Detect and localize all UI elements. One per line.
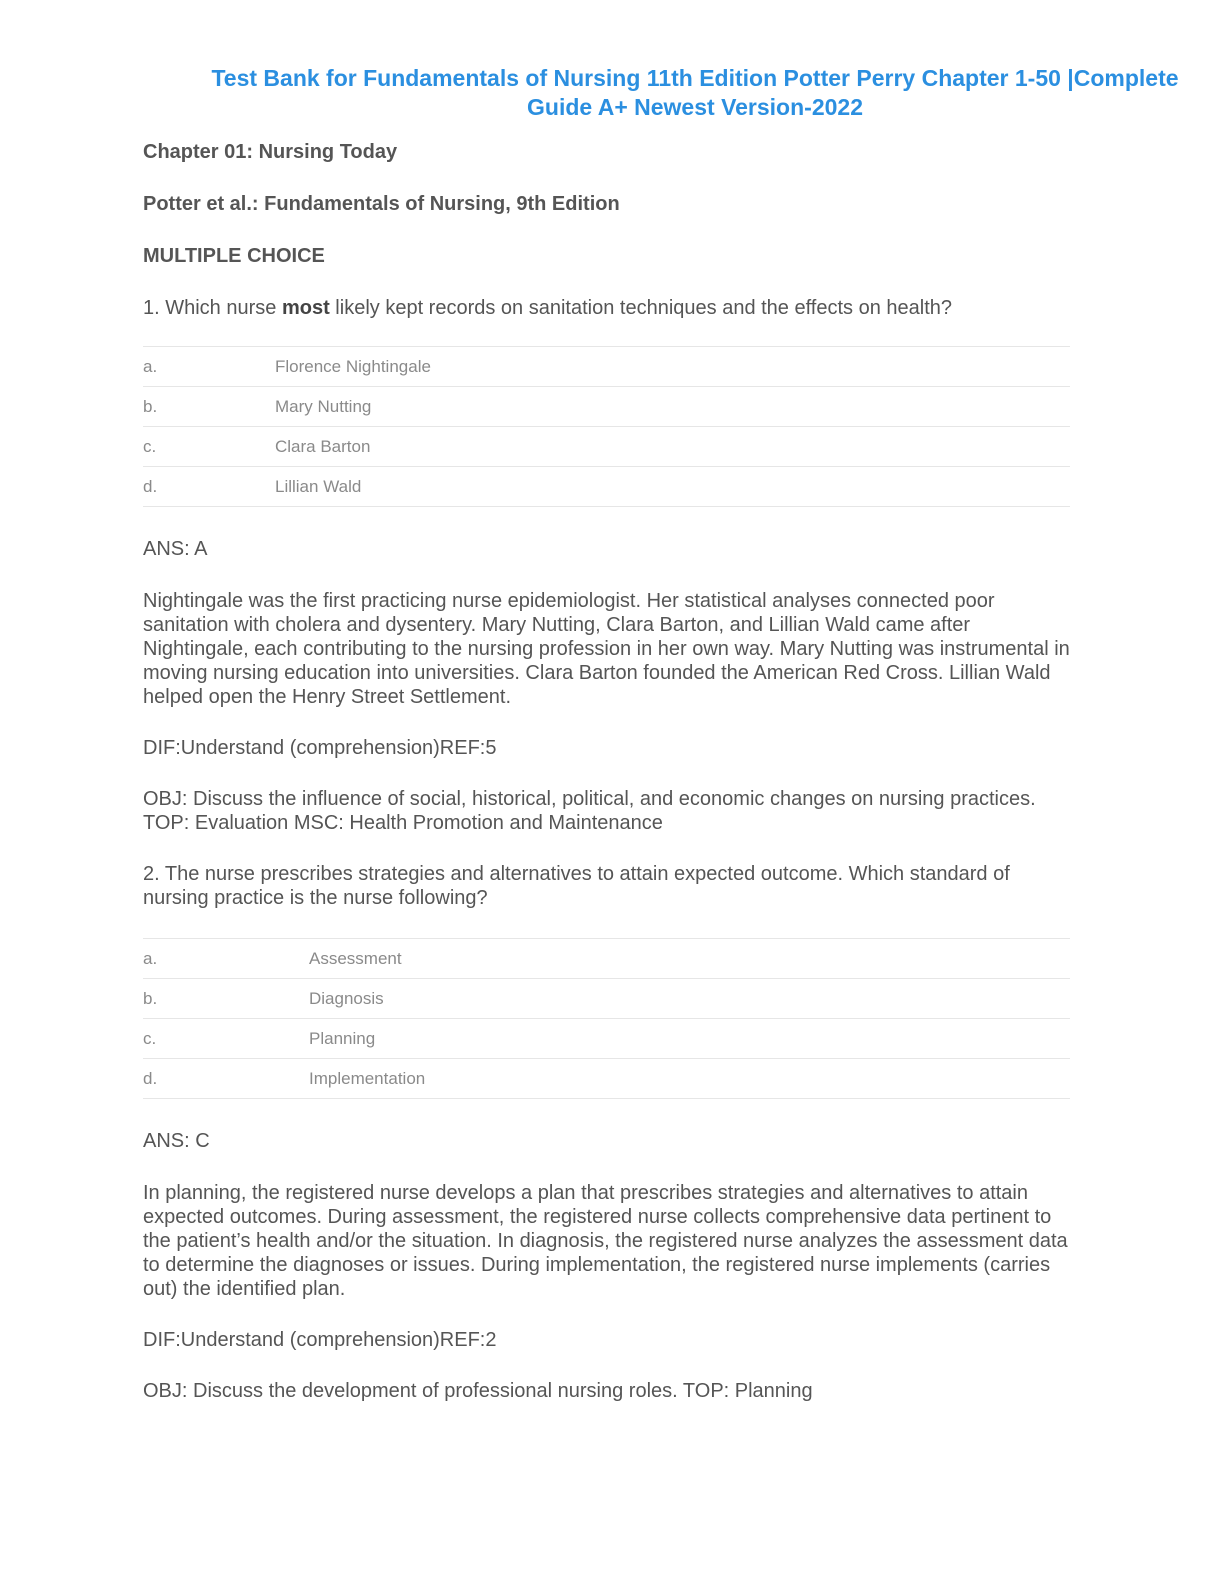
question-1-options: [143, 346, 1070, 507]
option-letter: b.: [143, 387, 275, 427]
chapter-heading: Chapter 01: Nursing Today: [143, 141, 398, 163]
question-1-text: [143, 296, 1071, 320]
option-text: Clara Barton: [275, 427, 1070, 467]
option-text: Implementation: [309, 1059, 1070, 1099]
option-letter: d.: [143, 1059, 309, 1099]
document-body: [143, 140, 1071, 1403]
option-text: Mary Nutting: [275, 387, 1070, 427]
question-1-prefix: 1. Which nurse: [143, 297, 282, 319]
question-2-difficulty: DIF:Understand (comprehension)REF:2: [143, 1329, 497, 1351]
option-row: [143, 387, 1070, 427]
question-2-objective: OBJ: Discuss the development of professional nursing roles. TOP: Planning: [143, 1380, 813, 1402]
question-1-objective: OBJ: Discuss the influence of social, historical, political, and economic changes on nursing practices. TOP: Evaluation MSC: Health Promotion and Maintenance: [143, 788, 1036, 834]
question-2-text: 2. The nurse prescribes strategies and alternatives to attain expected outcome. Which standard of nursing practice is the nurse following?: [143, 863, 1010, 909]
option-text: Diagnosis: [309, 979, 1070, 1019]
option-text: Assessment: [309, 939, 1070, 979]
option-row: [143, 467, 1070, 507]
option-row: [143, 979, 1070, 1019]
question-1-suffix: likely kept records on sanitation techniques and the effects on health?: [329, 297, 953, 319]
question-2-options: [143, 938, 1070, 1099]
question-1-answer: ANS: A: [143, 538, 208, 560]
option-text: Florence Nightingale: [275, 347, 1070, 387]
option-letter: a.: [143, 939, 309, 979]
option-row: [143, 1019, 1070, 1059]
option-letter: a.: [143, 347, 275, 387]
question-2-answer: ANS: C: [143, 1130, 210, 1152]
option-letter: b.: [143, 979, 309, 1019]
option-text: Lillian Wald: [275, 467, 1070, 507]
question-1-emphasis: most: [281, 297, 330, 319]
option-letter: d.: [143, 467, 275, 507]
option-row: [143, 347, 1070, 387]
option-text: Planning: [309, 1019, 1070, 1059]
document-title: Test Bank for Fundamentals of Nursing 11th Edition Potter Perry Chapter 1-50 |Complete Guide A+ Newest Version-2022: [211, 65, 1179, 120]
question-1-difficulty: DIF:Understand (comprehension)REF:5: [143, 737, 497, 759]
option-letter: c.: [143, 427, 275, 467]
option-row: [143, 1059, 1070, 1099]
option-row: [143, 939, 1070, 979]
question-1-rationale: Nightingale was the first practicing nurse epidemiologist. Her statistical analyses connected poor sanitation with cholera and dysentery. Mary Nutting, Clara Barton, and Lillian Wald came after Nightingale, each contributing to the nursing profession in her own way. Mary Nutting was instrumental in moving nursing education into universities. Clara Barton founded the American Red Cross. Lillian Wald helped open the Henry Street Settlement.: [143, 590, 1070, 708]
option-letter: c.: [143, 1019, 309, 1059]
option-row: [143, 427, 1070, 467]
book-heading: Potter et al.: Fundamentals of Nursing, 9th Edition: [143, 193, 620, 215]
question-2-rationale: In planning, the registered nurse develops a plan that prescribes strategies and alternatives to attain expected outcomes. During assessment, the registered nurse collects comprehensive data pertinent to the patient’s health and/or the situation. In diagnosis, the registered nurse analyzes the assessment data to determine the diagnoses or issues. During implementation, the registered nurse implements (carries out) the identified plan.: [143, 1182, 1068, 1300]
section-heading: MULTIPLE CHOICE: [143, 245, 325, 267]
